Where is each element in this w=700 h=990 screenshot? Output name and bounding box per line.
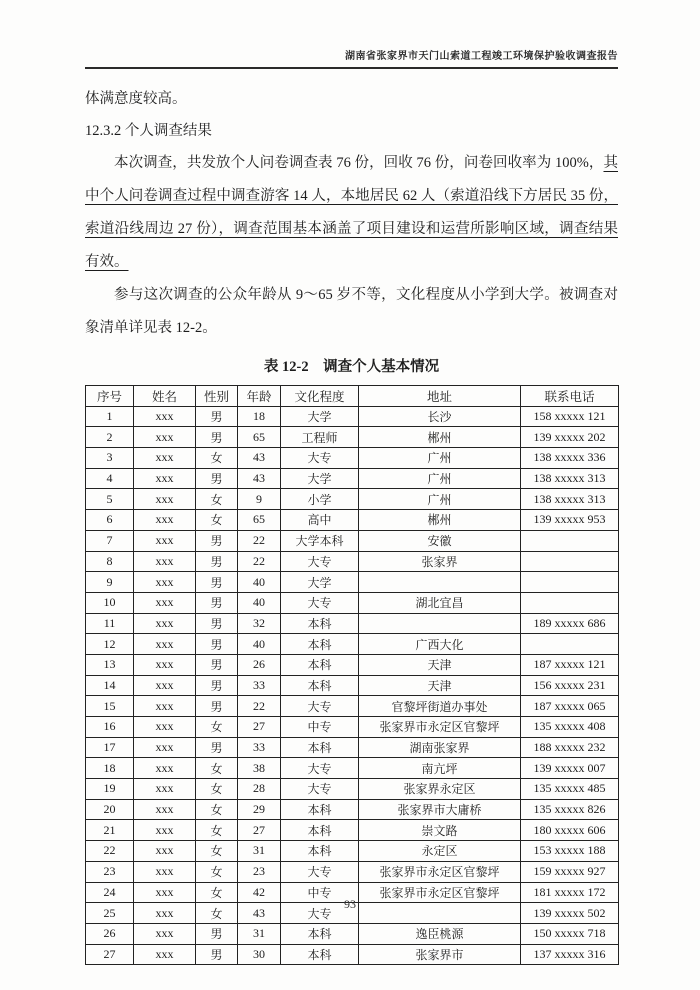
- table-cell: 137 xxxxx 316: [521, 944, 619, 965]
- table-cell: 广州: [359, 489, 521, 510]
- table-cell: 31: [238, 923, 281, 944]
- table-cell: 本科: [281, 923, 359, 944]
- survey-table-body: [86, 406, 619, 965]
- table-cell: 张家界市: [359, 944, 521, 965]
- table-cell: 6: [86, 510, 134, 531]
- table-cell: xxx: [134, 737, 196, 758]
- table-cell: 男: [196, 944, 238, 965]
- table-cell: 15: [86, 696, 134, 717]
- table-cell: xxx: [134, 841, 196, 862]
- table-row: [86, 406, 619, 427]
- table-cell: xxx: [134, 882, 196, 903]
- table-cell: 官黎坪街道办事处: [359, 696, 521, 717]
- table-cell: xxx: [134, 510, 196, 531]
- table-row: [86, 841, 619, 862]
- table-cell: 138 xxxxx 336: [521, 448, 619, 469]
- table-cell: xxx: [134, 903, 196, 924]
- table-cell: xxx: [134, 944, 196, 965]
- table-cell: 18: [86, 758, 134, 779]
- table-cell: xxx: [134, 820, 196, 841]
- carryover-paragraph: 体满意度较高。: [85, 91, 187, 107]
- table-cell: 17: [86, 737, 134, 758]
- table-row: [86, 820, 619, 841]
- table-cell: 永定区: [359, 841, 521, 862]
- table-row: [86, 448, 619, 469]
- table-cell: 26: [86, 923, 134, 944]
- table-cell: 22: [238, 551, 281, 572]
- table-cell: xxx: [134, 551, 196, 572]
- table-row: [86, 779, 619, 800]
- table-cell: 180 xxxxx 606: [521, 820, 619, 841]
- table-cell: 43: [238, 468, 281, 489]
- table-cell: xxx: [134, 696, 196, 717]
- table-cell: 22: [238, 696, 281, 717]
- table-cell: 郴州: [359, 427, 521, 448]
- table-cell: xxx: [134, 675, 196, 696]
- table-cell: 27: [238, 717, 281, 738]
- table-row: [86, 427, 619, 448]
- table-row: [86, 551, 619, 572]
- table-cell: 本科: [281, 654, 359, 675]
- table-cell: 24: [86, 882, 134, 903]
- table-cell: 135 xxxxx 408: [521, 717, 619, 738]
- table-cell: 女: [196, 448, 238, 469]
- table-cell: xxx: [134, 634, 196, 655]
- table-cell: 21: [86, 820, 134, 841]
- table-cell: 张家界: [359, 551, 521, 572]
- table-row: [86, 717, 619, 738]
- table-cell: 138 xxxxx 313: [521, 489, 619, 510]
- table-cell: 159 xxxxx 927: [521, 861, 619, 882]
- table-cell: 33: [238, 737, 281, 758]
- table-cell: xxx: [134, 530, 196, 551]
- table-cell: 女: [196, 820, 238, 841]
- table-cell: 3: [86, 448, 134, 469]
- table-cell: 大专: [281, 551, 359, 572]
- table-cell: 张家界市永定区官黎坪: [359, 861, 521, 882]
- table-cell: 9: [86, 572, 134, 593]
- table-cell: 32: [238, 613, 281, 634]
- table-cell: 广州: [359, 448, 521, 469]
- table-cell: 188 xxxxx 232: [521, 737, 619, 758]
- table-cell: 65: [238, 427, 281, 448]
- table-cell: 139 xxxxx 007: [521, 758, 619, 779]
- table-cell: 4: [86, 468, 134, 489]
- table-cell: 11: [86, 613, 134, 634]
- table-row: [86, 613, 619, 634]
- table-cell: 153 xxxxx 188: [521, 841, 619, 862]
- table-cell: 大学: [281, 572, 359, 593]
- table-cell: 150 xxxxx 718: [521, 923, 619, 944]
- table-cell: 女: [196, 510, 238, 531]
- table-row: [86, 510, 619, 531]
- table-cell: 大学: [281, 468, 359, 489]
- table-cell: 12: [86, 634, 134, 655]
- table-cell: 本科: [281, 799, 359, 820]
- table-cell: 43: [238, 448, 281, 469]
- table-cell: 女: [196, 758, 238, 779]
- table-cell: 大学本科: [281, 530, 359, 551]
- table-row: [86, 861, 619, 882]
- table-cell: 181 xxxxx 172: [521, 882, 619, 903]
- table-row: [86, 758, 619, 779]
- table-cell: 22: [86, 841, 134, 862]
- table-cell: 14: [86, 675, 134, 696]
- table-row: [86, 654, 619, 675]
- table-cell: 20: [86, 799, 134, 820]
- table-cell: 本科: [281, 841, 359, 862]
- table-cell: 男: [196, 468, 238, 489]
- table-cell: 本科: [281, 820, 359, 841]
- table-row: [86, 530, 619, 551]
- table-row: [86, 592, 619, 613]
- table-cell: 大学: [281, 406, 359, 427]
- table-cell: 5: [86, 489, 134, 510]
- table-cell: 138 xxxxx 313: [521, 468, 619, 489]
- table-caption: 表 12-2 调查个人基本情况: [263, 359, 440, 375]
- column-header: 地址: [359, 386, 521, 407]
- table-cell: 男: [196, 654, 238, 675]
- table-row: [86, 799, 619, 820]
- table-row: [86, 737, 619, 758]
- table-cell: 139 xxxxx 953: [521, 510, 619, 531]
- table-cell: 大专: [281, 903, 359, 924]
- table-cell: 逸臣桃源: [359, 923, 521, 944]
- table-cell: xxx: [134, 427, 196, 448]
- table-cell: 38: [238, 758, 281, 779]
- table-cell: 男: [196, 427, 238, 448]
- table-cell: xxx: [134, 572, 196, 593]
- table-cell: 崇文路: [359, 820, 521, 841]
- survey-table: [85, 385, 619, 965]
- table-cell: 13: [86, 654, 134, 675]
- table-row: [86, 675, 619, 696]
- table-row: [86, 696, 619, 717]
- table-cell: 43: [238, 903, 281, 924]
- table-cell: 大专: [281, 861, 359, 882]
- table-cell: 女: [196, 489, 238, 510]
- table-cell: 湖南张家界: [359, 737, 521, 758]
- table-cell: 158 xxxxx 121: [521, 406, 619, 427]
- table-cell: 男: [196, 613, 238, 634]
- table-cell: 65: [238, 510, 281, 531]
- table-cell: 湖北宜昌: [359, 592, 521, 613]
- table-cell: 本科: [281, 613, 359, 634]
- paragraph-respondents: 参与这次调查的公众年龄从 9～65 岁不等，文化程度从小学到大学。被调查对象清单详见表 12-2。: [85, 287, 618, 336]
- table-row: [86, 923, 619, 944]
- table-cell: 23: [86, 861, 134, 882]
- table-cell: 长沙: [359, 406, 521, 427]
- table-cell: 大专: [281, 758, 359, 779]
- table-cell: 189 xxxxx 686: [521, 613, 619, 634]
- table-cell: 工程师: [281, 427, 359, 448]
- table-cell: 40: [238, 572, 281, 593]
- table-cell: 135 xxxxx 485: [521, 779, 619, 800]
- table-cell: 1: [86, 406, 134, 427]
- table-cell: 40: [238, 634, 281, 655]
- table-cell: 8: [86, 551, 134, 572]
- table-cell: xxx: [134, 654, 196, 675]
- column-header: 性别: [196, 386, 238, 407]
- table-cell: 女: [196, 861, 238, 882]
- table-cell: 10: [86, 592, 134, 613]
- table-cell: 22: [238, 530, 281, 551]
- table-cell: [521, 530, 619, 551]
- table-cell: 本科: [281, 675, 359, 696]
- table-row: [86, 489, 619, 510]
- table-cell: 女: [196, 799, 238, 820]
- paragraph-underlined-part: 其中个人问卷调查过程中调查游客 14 人，本地居民 62 人（索道沿线下方居民 35 份，索道沿线周边 27 份），调查范围基本涵盖了项目建设和运营所影响区域，调查结果有效。: [85, 155, 618, 270]
- table-cell: 大专: [281, 592, 359, 613]
- table-cell: xxx: [134, 923, 196, 944]
- table-cell: 28: [238, 779, 281, 800]
- column-header: 文化程度: [281, 386, 359, 407]
- table-cell: 天津: [359, 675, 521, 696]
- table-cell: [521, 592, 619, 613]
- column-header: 联系电话: [521, 386, 619, 407]
- table-cell: 23: [238, 861, 281, 882]
- table-cell: 27: [86, 944, 134, 965]
- table-cell: xxx: [134, 592, 196, 613]
- table-row: [86, 572, 619, 593]
- table-cell: 男: [196, 696, 238, 717]
- table-cell: xxx: [134, 468, 196, 489]
- table-cell: xxx: [134, 406, 196, 427]
- table-cell: 广西大化: [359, 634, 521, 655]
- table-cell: xxx: [134, 717, 196, 738]
- table-cell: 安徽: [359, 530, 521, 551]
- table-cell: 大专: [281, 779, 359, 800]
- body-text: [85, 83, 618, 345]
- section-heading: 12.3.2 个人调查结果: [85, 123, 212, 139]
- table-cell: 中专: [281, 717, 359, 738]
- table-cell: 张家界市永定区官黎坪: [359, 882, 521, 903]
- table-row: [86, 468, 619, 489]
- table-cell: 女: [196, 717, 238, 738]
- table-row: [86, 634, 619, 655]
- table-cell: 小学: [281, 489, 359, 510]
- table-cell: 广州: [359, 468, 521, 489]
- table-cell: 31: [238, 841, 281, 862]
- table-cell: 男: [196, 923, 238, 944]
- table-cell: 张家界市大庸桥: [359, 799, 521, 820]
- table-cell: 男: [196, 634, 238, 655]
- table-cell: 42: [238, 882, 281, 903]
- table-cell: xxx: [134, 799, 196, 820]
- table-cell: 男: [196, 406, 238, 427]
- table-cell: 135 xxxxx 826: [521, 799, 619, 820]
- table-cell: 女: [196, 903, 238, 924]
- table-cell: 30: [238, 944, 281, 965]
- table-cell: 郴州: [359, 510, 521, 531]
- page-content: [85, 0, 618, 965]
- column-header: 序号: [86, 386, 134, 407]
- table-cell: 33: [238, 675, 281, 696]
- table-cell: 中专: [281, 882, 359, 903]
- table-cell: 大专: [281, 696, 359, 717]
- table-cell: 高中: [281, 510, 359, 531]
- running-header: 湖南省张家界市天门山索道工程竣工环境保护验收调查报告: [85, 0, 618, 69]
- table-cell: 本科: [281, 634, 359, 655]
- table-cell: 27: [238, 820, 281, 841]
- table-cell: xxx: [134, 758, 196, 779]
- table-cell: 大专: [281, 448, 359, 469]
- table-cell: 女: [196, 841, 238, 862]
- table-cell: 156 xxxxx 231: [521, 675, 619, 696]
- table-cell: [521, 572, 619, 593]
- table-cell: 男: [196, 737, 238, 758]
- column-header: 姓名: [134, 386, 196, 407]
- table-cell: 2: [86, 427, 134, 448]
- table-cell: 本科: [281, 944, 359, 965]
- table-cell: 139 xxxxx 202: [521, 427, 619, 448]
- table-cell: 张家界永定区: [359, 779, 521, 800]
- table-cell: xxx: [134, 448, 196, 469]
- table-cell: 女: [196, 882, 238, 903]
- table-cell: 本科: [281, 737, 359, 758]
- table-cell: 29: [238, 799, 281, 820]
- table-row: [86, 944, 619, 965]
- table-cell: 男: [196, 530, 238, 551]
- table-cell: 9: [238, 489, 281, 510]
- table-cell: xxx: [134, 613, 196, 634]
- table-cell: 男: [196, 675, 238, 696]
- paragraph-normal-part: 本次调查，共发放个人问卷调查表 76 份，回收 76 份，问卷回收率为 100%，: [114, 155, 604, 171]
- table-header-row: [86, 386, 619, 407]
- table-cell: [521, 634, 619, 655]
- table-cell: [359, 572, 521, 593]
- table-cell: 男: [196, 551, 238, 572]
- table-cell: 7: [86, 530, 134, 551]
- page-number: 93: [344, 897, 356, 911]
- table-cell: xxx: [134, 779, 196, 800]
- table-cell: [359, 613, 521, 634]
- table-cell: xxx: [134, 861, 196, 882]
- table-cell: 男: [196, 572, 238, 593]
- table-cell: 南亢坪: [359, 758, 521, 779]
- table-cell: 19: [86, 779, 134, 800]
- table-cell: 40: [238, 592, 281, 613]
- table-cell: 天津: [359, 654, 521, 675]
- table-cell: 18: [238, 406, 281, 427]
- table-cell: 16: [86, 717, 134, 738]
- table-cell: 女: [196, 779, 238, 800]
- table-cell: 男: [196, 592, 238, 613]
- table-cell: 张家界市永定区官黎坪: [359, 717, 521, 738]
- table-cell: [521, 551, 619, 572]
- table-cell: 25: [86, 903, 134, 924]
- table-cell: 187 xxxxx 121: [521, 654, 619, 675]
- table-cell: 187 xxxxx 065: [521, 696, 619, 717]
- table-cell: 139 xxxxx 502: [521, 903, 619, 924]
- paragraph-survey-stats: [85, 147, 618, 279]
- table-cell: 26: [238, 654, 281, 675]
- table-cell: xxx: [134, 489, 196, 510]
- column-header: 年龄: [238, 386, 281, 407]
